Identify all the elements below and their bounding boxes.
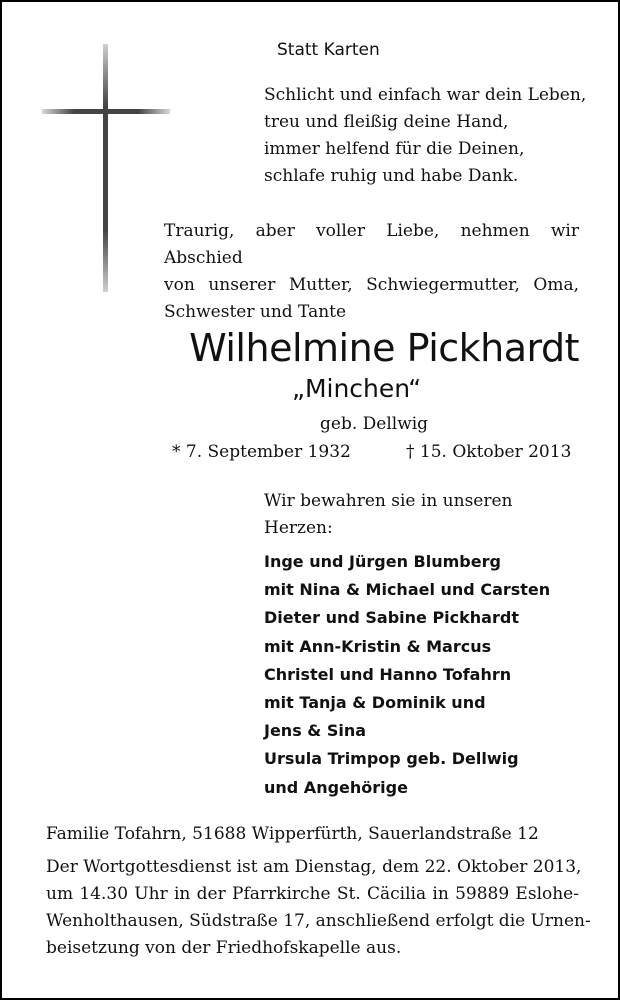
mourner-line: Christel und Hanno Tofahrn: [264, 664, 512, 684]
cross-horizontal-beam: [42, 109, 170, 114]
service-info: [46, 854, 591, 962]
intro-line: Traurig, aber voller Liebe, nehmen wir Abschied: [164, 221, 579, 268]
poem-line: treu und fleißig deine Hand,: [264, 112, 509, 132]
service-line: Wenholthausen, Südstraße 17, anschließend erfolgt die Urnen-: [46, 911, 591, 931]
remembrance-text: [264, 488, 513, 542]
cross-vertical-beam: [103, 44, 108, 292]
mourner-line: und Angehörige: [264, 777, 408, 797]
intro-line: Schwester und Tante: [164, 302, 347, 322]
poem: [264, 82, 586, 190]
death-date: † 15. Oktober 2013: [406, 442, 572, 462]
poem-line: schlafe ruhig und habe Dank.: [264, 166, 519, 186]
intro-line: von unserer Mutter, Schwiegermutter, Oma,: [164, 275, 579, 295]
remembrance-line: Wir bewahren sie in unseren: [264, 491, 513, 511]
remembrance-line: Herzen:: [264, 518, 333, 538]
mourners-list: [264, 548, 550, 802]
mourner-line: mit Ann-Kristin & Marcus: [264, 636, 492, 656]
deceased-name: Wilhelmine Pickhardt: [189, 326, 579, 370]
mourner-line: Inge und Jürgen Blumberg: [264, 552, 501, 571]
family-address: Familie Tofahrn, 51688 Wipperfürth, Sauerlandstraße 12: [46, 824, 539, 844]
born-name: geb. Dellwig: [320, 414, 429, 434]
statt-karten-heading: Statt Karten: [277, 40, 380, 60]
mourner-line: mit Nina & Michael und Carsten: [264, 580, 551, 600]
mourner-line: mit Tanja & Dominik und: [264, 693, 486, 713]
service-line: um 14.30 Uhr in der Pfarrkirche St. Cäcilia in 59889 Eslohe-: [46, 884, 579, 904]
mourner-line: Ursula Trimpop geb. Dellwig: [264, 749, 519, 769]
mourner-line: Jens & Sina: [264, 721, 367, 741]
poem-line: immer helfend für die Deinen,: [264, 139, 525, 159]
service-line: beisetzung von der Friedhofskapelle aus.: [46, 938, 402, 958]
birth-date: * 7. September 1932: [172, 442, 351, 462]
service-line: Der Wortgottesdienst ist am Dienstag, dem 22. Oktober 2013,: [46, 857, 582, 877]
poem-line: Schlicht und einfach war dein Leben,: [264, 85, 587, 105]
deceased-nickname: „Minchen“: [292, 374, 422, 403]
intro-text: [164, 218, 579, 326]
mourner-line: Dieter und Sabine Pickhardt: [264, 608, 519, 628]
